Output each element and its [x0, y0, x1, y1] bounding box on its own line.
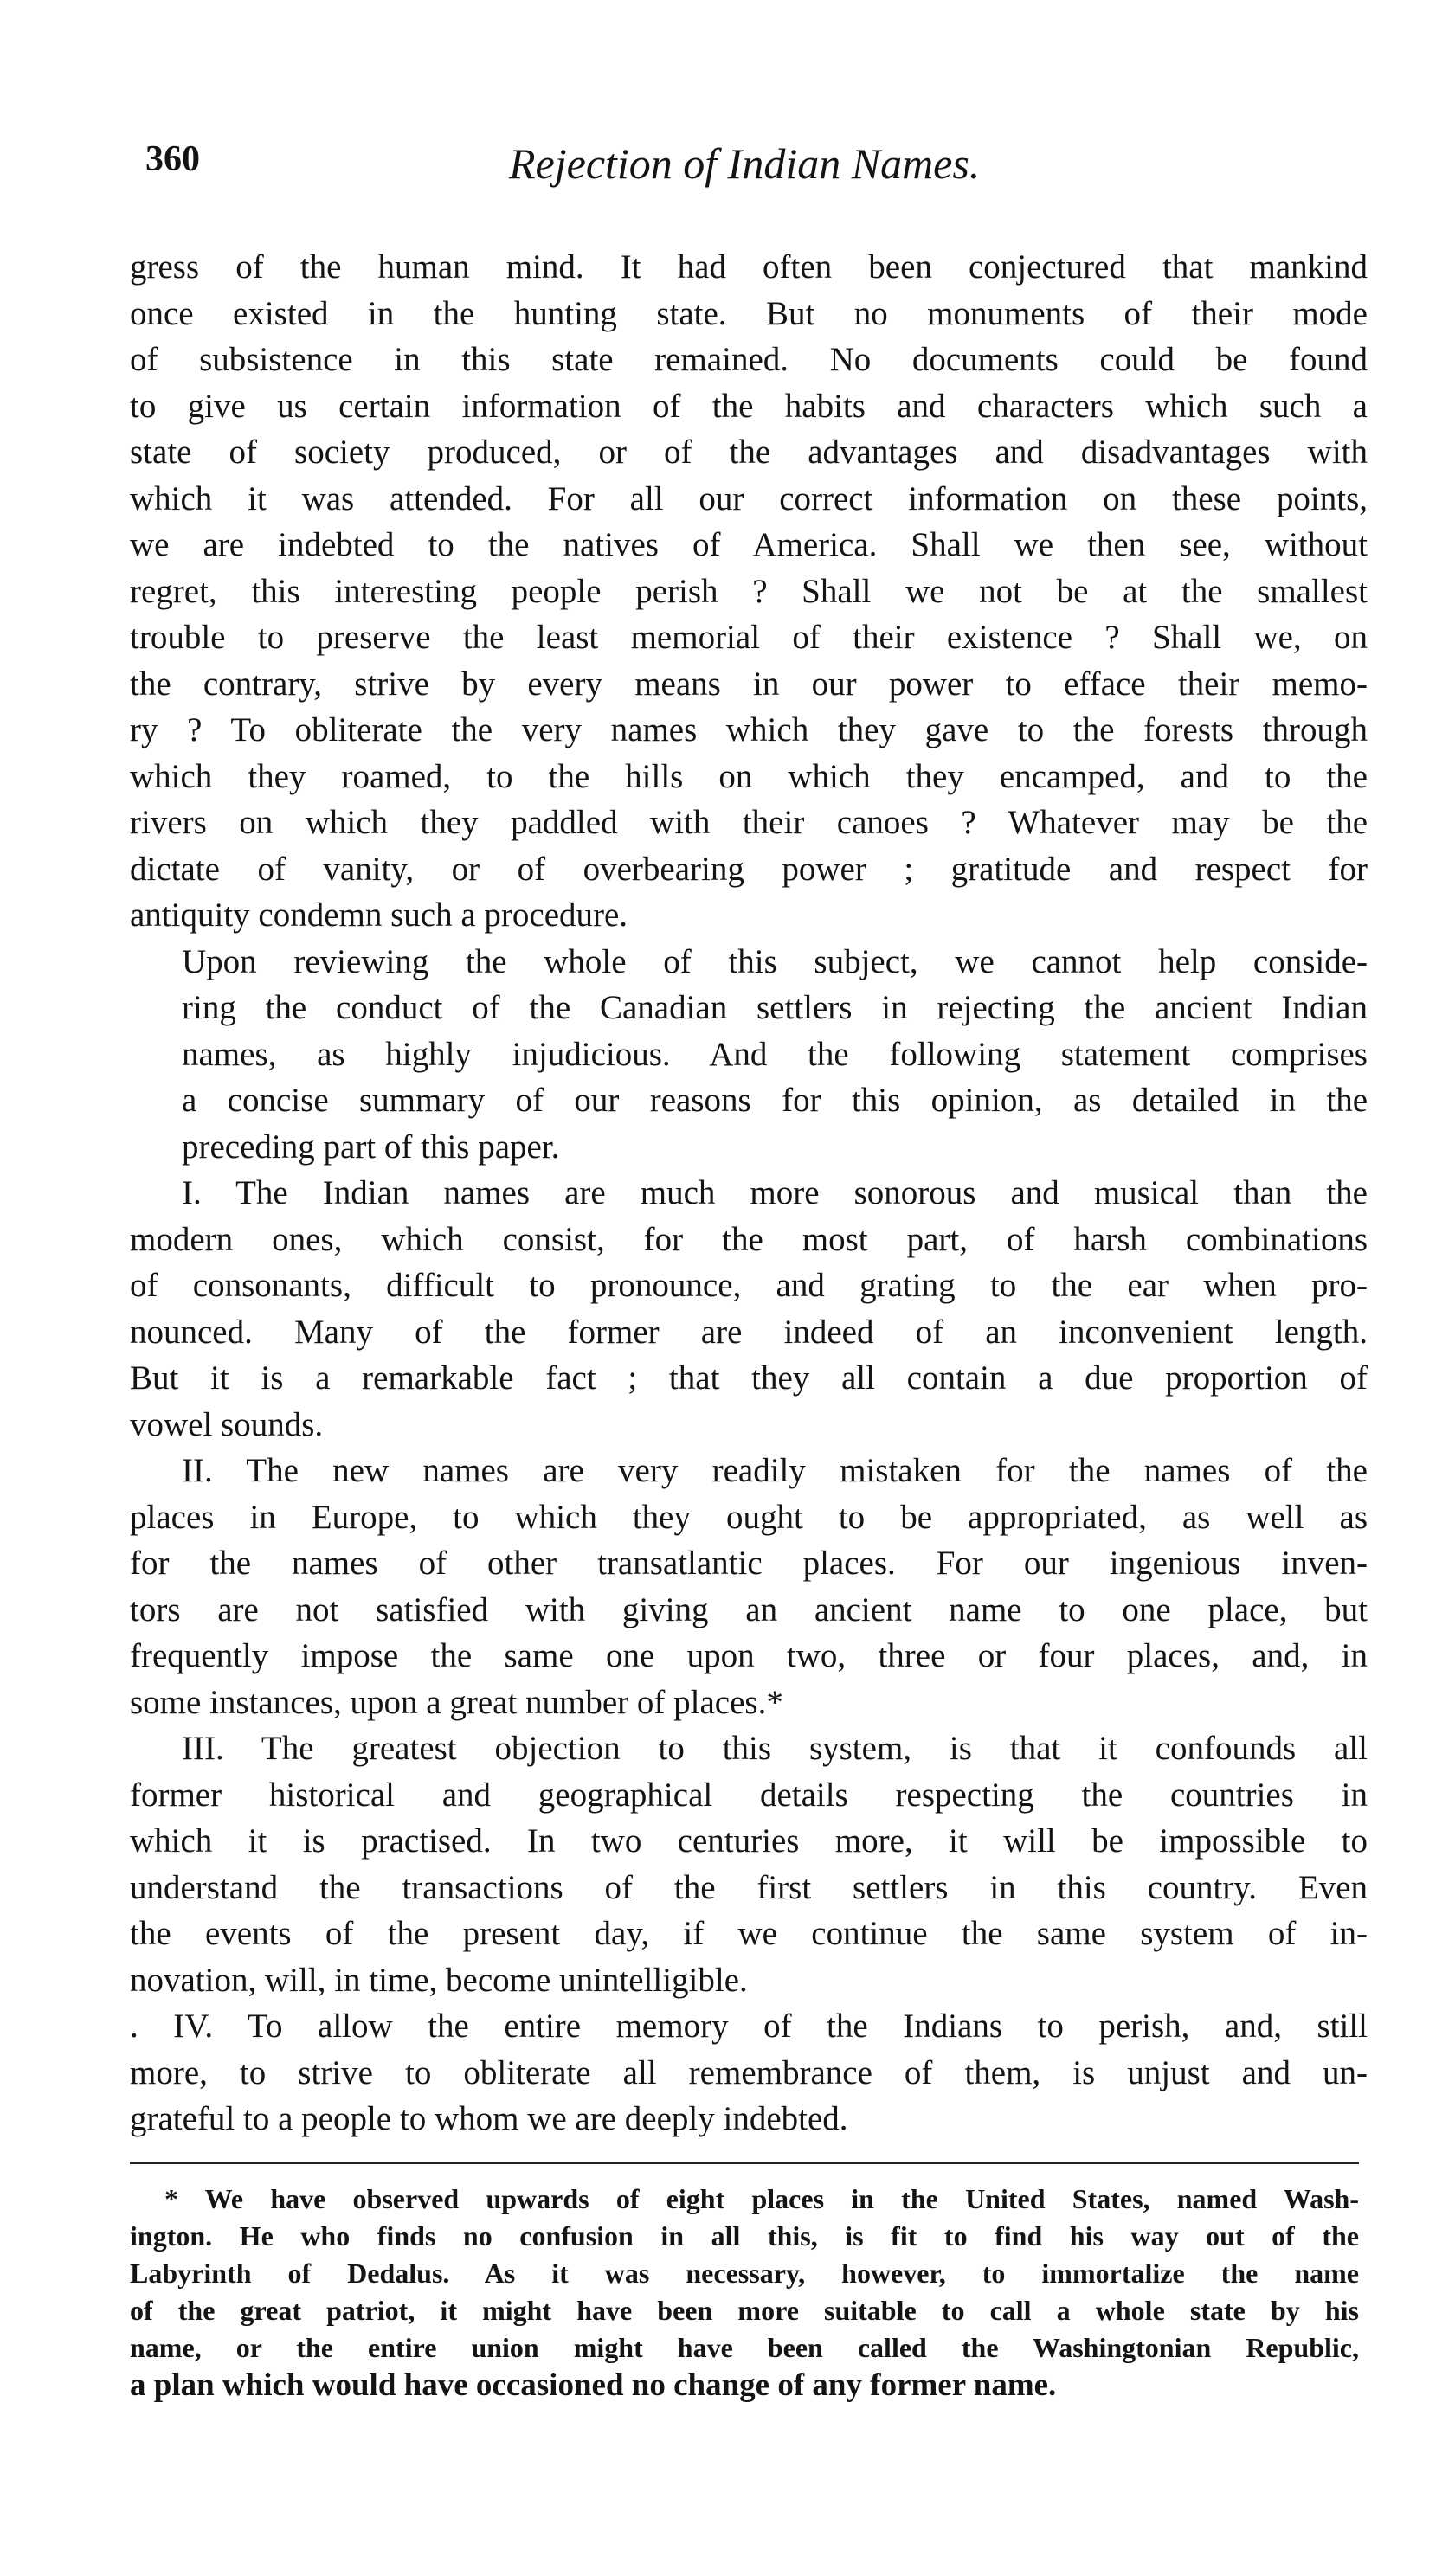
text-line: But it is a remarkable fact ; that they all contain a due proportion of [130, 1359, 1368, 1397]
footnote [130, 2181, 1359, 2404]
text-line: state of society produced, or of the advantages and disadvantages with [130, 434, 1368, 471]
text-line: for the names of other transatlantic places. For our ingenious inven- [130, 1545, 1368, 1582]
text-line: to give us certain information of the habits and characters which such a [130, 387, 1368, 425]
text-line: gress of the human mind. It had often been conjectured that mankind [130, 248, 1368, 286]
paragraph-2 [130, 939, 1368, 1171]
text-line: the contrary, strive by every means in our power to efface their memo- [130, 665, 1368, 703]
paragraph-reason-3 [130, 1725, 1368, 2003]
footnote-line: a plan which would have occasioned no change of any former name. [130, 2367, 1057, 2403]
text-line: trouble to preserve the least memorial of their existence ? Shall we, on [130, 619, 1368, 656]
footnote-line: name, or the entire union might have been called the Washingtonian Republic, [130, 2332, 1359, 2363]
text-line: a concise summary of our reasons for this opinion, as detailed in the [182, 1082, 1368, 1119]
text-line: modern ones, which consist, for the most part, of harsh combinations [130, 1220, 1368, 1258]
running-title: Rejection of Indian Names. [509, 139, 981, 188]
text-line: of subsistence in this state remained. No documents could be found [130, 341, 1368, 378]
text-line: which it is practised. In two centuries more, it will be impossible to [130, 1822, 1368, 1860]
text-line: vowel sounds. [130, 1405, 324, 1443]
text-line: we are indebted to the natives of America. Shall we then see, without [130, 526, 1368, 563]
text-line: places in Europe, to which they ought to be appropriated, as well as [130, 1498, 1368, 1536]
page-header [145, 138, 1375, 199]
text-line: of consonants, difficult to pronounce, and grating to the ear when pro- [130, 1267, 1368, 1304]
footnote-line: of the great patriot, it might have been more suitable to call a whole state by his [130, 2295, 1359, 2326]
text-line: Upon reviewing the whole of this subject, we cannot help conside- [182, 942, 1368, 980]
text-line: III. The greatest objection to this system, is that it confounds all [182, 1730, 1368, 1767]
paragraph-1 [130, 244, 1368, 939]
text-line: which they roamed, to the hills on which they encamped, and to the [130, 757, 1368, 795]
text-line: names, as highly injudicious. And the following statement comprises [182, 1035, 1368, 1073]
text-line: dictate of vanity, or of overbearing power ; gratitude and respect for [130, 850, 1368, 888]
text-line: ring the conduct of the Canadian settlers in rejecting the ancient Indian [182, 989, 1368, 1026]
text-line: preceding part of this paper. [182, 1127, 560, 1166]
text-line: tors are not satisfied with giving an ancient name to one place, but [130, 1590, 1368, 1628]
footnote-line: Labyrinth of Dedalus. As it was necessary, however, to immortalize the name [130, 2258, 1359, 2289]
text-line: nounced. Many of the former are indeed of an inconvenient length. [130, 1313, 1368, 1351]
text-line: former historical and geographical details respecting the countries in [130, 1776, 1368, 1814]
text-line: grateful to a people to whom we are deeply indebted. [130, 2100, 848, 2137]
footnote-line: * We have observed upwards of eight places in the United States, named Wash- [164, 2183, 1359, 2214]
text-line: ry ? To obliterate the very names which they gave to the forests through [130, 711, 1368, 748]
text-line: some instances, upon a great number of places.* [130, 1683, 783, 1721]
text-line: understand the transactions of the first settlers in this country. Even [130, 1868, 1368, 1906]
text-line: the events of the present day, if we continue the same system of in- [130, 1915, 1368, 1952]
main-text [130, 244, 1368, 2142]
text-line: once existed in the hunting state. But no monuments of their mode [130, 294, 1368, 332]
text-line: . IV. To allow the entire memory of the Indians to perish, and, still [130, 2007, 1368, 2045]
footnote-divider [130, 2162, 1359, 2164]
paragraph-reason-1 [130, 1170, 1368, 1448]
text-line: II. The new names are very readily mistaken for the names of the [182, 1452, 1368, 1489]
text-line: novation, will, in time, become unintelligible. [130, 1961, 748, 1999]
text-line: antiquity condemn such a procedure. [130, 896, 628, 934]
text-line: rivers on which they paddled with their canoes ? Whatever may be the [130, 804, 1368, 841]
footnote-line: ington. He who finds no confusion in all this, is fit to find his way out of the [130, 2220, 1359, 2252]
text-line: more, to strive to obliterate all remembrance of them, is unjust and un- [130, 2053, 1368, 2091]
text-line: regret, this interesting people perish ? Shall we not be at the smallest [130, 572, 1368, 610]
paragraph-reason-4 [130, 2003, 1368, 2142]
paragraph-reason-2 [130, 1448, 1368, 1725]
text-line: I. The Indian names are much more sonorous and musical than the [182, 1174, 1368, 1211]
text-line: frequently impose the same one upon two, three or four places, and, in [130, 1637, 1368, 1674]
text-line: which it was attended. For all our correct information on these points, [130, 479, 1368, 517]
page-number: 360 [145, 139, 200, 179]
